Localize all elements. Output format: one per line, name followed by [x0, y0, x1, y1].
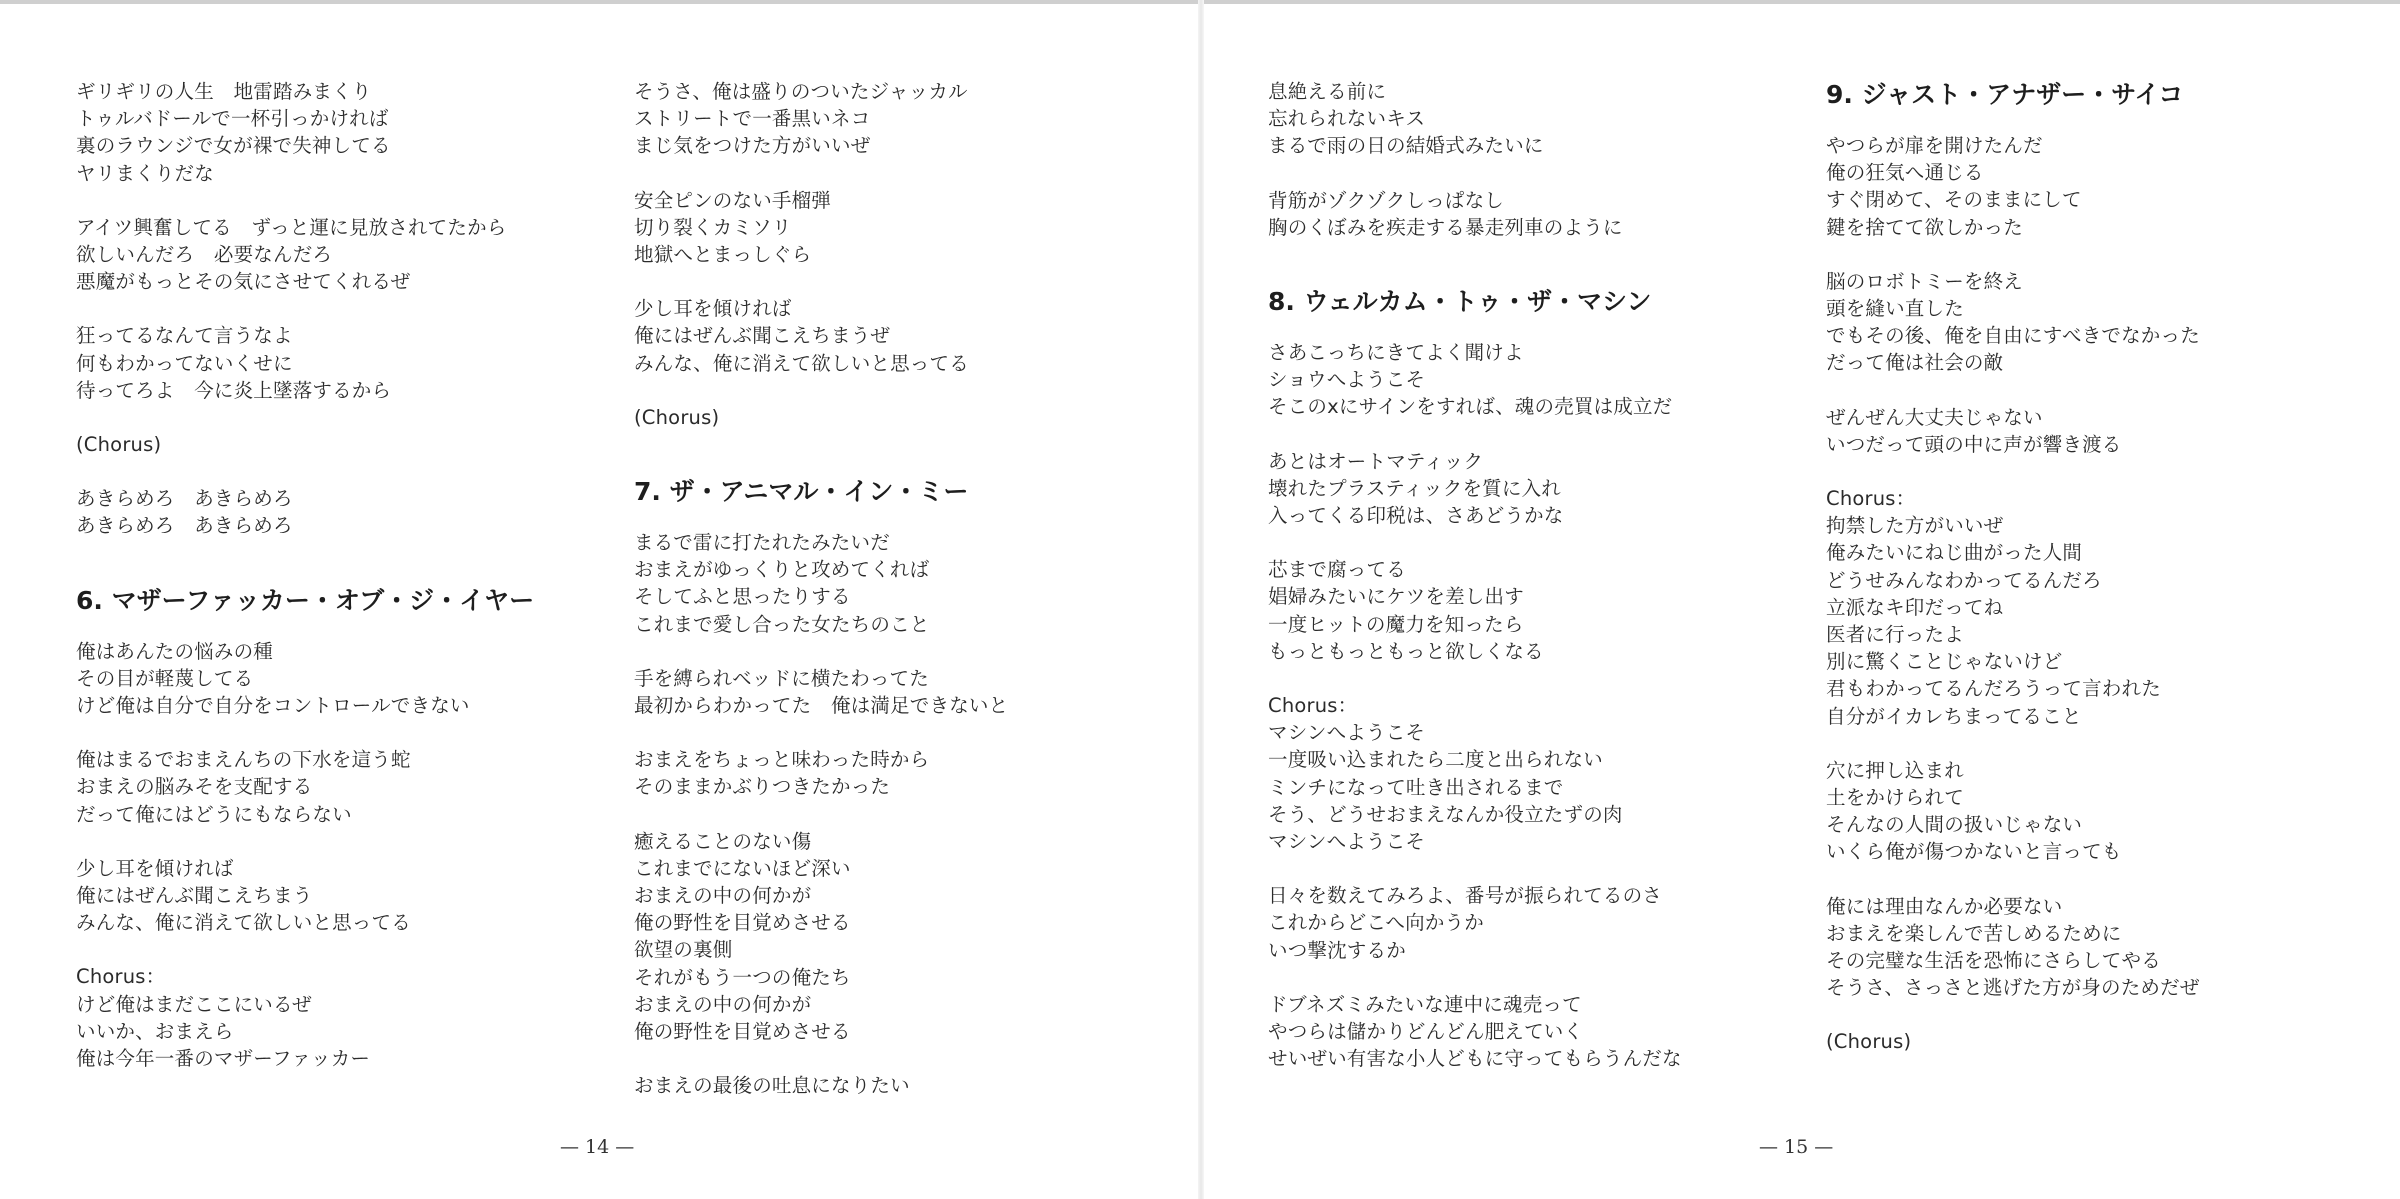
lyric-stanza: [634, 828, 1154, 1046]
lyric-line: 俺はあんたの悩みの種: [76, 639, 274, 663]
lyric-line: さあこっちにきてよく聞けよ: [1268, 341, 1524, 365]
lyric-line: 癒えることのない傷: [634, 829, 812, 853]
lyric-stanza: [1826, 1028, 2346, 1055]
lyric-line: みんな、俺に消えて欲しいと思ってる: [76, 911, 411, 935]
lyric-line: あとはオートマティック: [1268, 449, 1484, 473]
lyric-stanza: [76, 963, 596, 1072]
lyric-line: ドブネズミみたいな連中に魂売って: [1268, 992, 1582, 1016]
lyric-line: 俺には理由なんか必要ない: [1826, 894, 2063, 918]
lyric-line: おまえをちょっと味わった時から: [634, 748, 930, 772]
lyric-line: 日々を数えてみろよ、番号が振られてるのさ: [1268, 884, 1663, 908]
lyric-line: 忘れられないキス: [1268, 107, 1426, 131]
lyric-line: おまえがゆっくりと攻めてくれば: [634, 558, 930, 582]
lyric-line: 別に驚くことじゃないけど: [1826, 650, 2063, 674]
lyric-line: (Chorus): [634, 405, 720, 429]
lyric-line: いつだって頭の中に声が響き渡る: [1826, 432, 2122, 456]
lyric-line: 俺の野性を目覚めさせる: [634, 911, 851, 935]
lyric-line: ショウへようこそ: [1268, 368, 1426, 392]
page-number: — 14 —: [560, 1136, 635, 1158]
lyric-stanza: [76, 214, 596, 296]
lyric-line: 地獄へとまっしぐら: [634, 243, 812, 267]
column: [1268, 78, 1788, 1099]
lyric-line: Chorus：: [1826, 487, 1916, 511]
lyric-line: 自分がイカレちまってること: [1826, 704, 2082, 728]
page-number: — 15 —: [1759, 1136, 1834, 1158]
lyric-stanza: [634, 529, 1154, 638]
lyric-stanza: [1826, 404, 2346, 458]
lyric-stanza: [1826, 757, 2346, 866]
lyric-line: 欲望の裏側: [634, 938, 733, 962]
column: [634, 78, 1154, 1126]
lyric-line: 頭を縫い直した: [1826, 297, 1964, 321]
lyric-line: せいぜい有害な小人どもに守ってもらうんだな: [1268, 1047, 1682, 1071]
lyric-stanza: [1268, 882, 1788, 964]
lyric-line: 入ってくる印税は、さあどうかな: [1268, 504, 1564, 528]
lyric-line: これからどこへ向かうか: [1268, 911, 1484, 935]
lyric-line: 少し耳を傾ければ: [634, 297, 792, 321]
lyric-stanza: [634, 78, 1154, 160]
lyric-stanza: [76, 638, 596, 720]
lyric-line: おまえの中の何かが: [634, 884, 812, 908]
lyric-line: そのままかぶりつきたかった: [634, 775, 891, 799]
song-title: 6. マザーファッカー・オブ・ジ・イヤー: [76, 585, 535, 615]
lyric-line: Chorus：: [1268, 694, 1358, 718]
lyric-line: おまえを楽しんで苦しめるために: [1826, 921, 2122, 945]
lyric-line: まるで雷に打たれたみたいだ: [634, 531, 890, 555]
lyric-line: 欲しいんだろ 必要なんだろ: [76, 243, 333, 267]
lyric-stanza: [76, 746, 596, 828]
lyric-line: いつ撃沈するか: [1268, 938, 1406, 962]
lyric-line: ストリートで一番黒いネコ: [634, 107, 871, 131]
lyric-stanza: [1268, 692, 1788, 855]
lyric-line: トゥルバドールで一杯引っかければ: [76, 107, 389, 131]
lyric-line: いいか、おまえら: [76, 1019, 234, 1043]
lyric-line: 悪魔がもっとその気にさせてくれるぜ: [76, 270, 411, 294]
lyric-line: 狂ってるなんて言うなよ: [76, 324, 293, 348]
song-title: 8. ウェルカム・トゥ・ザ・マシン: [1268, 287, 1652, 317]
lyric-stanza: [1268, 556, 1788, 665]
lyric-line: あきらめろ あきらめろ: [76, 514, 293, 538]
lyric-line: (Chorus): [76, 433, 162, 457]
lyric-line: (Chorus): [1826, 1030, 1912, 1054]
lyric-stanza: [76, 431, 596, 458]
lyric-line: けど俺は自分で自分をコントロールできない: [76, 694, 470, 718]
lyric-line: いくら俺が傷つかないと言っても: [1826, 840, 2122, 864]
lyric-line: 一度ヒットの魔力を知ったら: [1268, 612, 1524, 636]
lyric-line: 娼婦みたいにケツを差し出す: [1268, 585, 1524, 609]
lyric-line: 土をかけられて: [1826, 786, 1964, 810]
lyric-stanza: [1268, 448, 1788, 530]
lyric-line: そう、どうせおまえなんか役立たずの肉: [1268, 802, 1623, 826]
lyric-line: 俺の野性を目覚めさせる: [634, 1020, 851, 1044]
lyric-line: 背筋がゾクゾクしっぱなし: [1268, 188, 1505, 212]
lyric-line: そうさ、さっさと逃げた方が身のためだぜ: [1826, 976, 2200, 1000]
lyric-line: あきらめろ あきらめろ: [76, 487, 293, 511]
lyric-line: そんなの人間の扱いじゃない: [1826, 813, 2083, 837]
lyric-line: ギリギリの人生 地雷踏みまくり: [76, 80, 372, 103]
lyric-stanza: [76, 322, 596, 404]
lyric-line: 俺にはぜんぶ聞こえちまうぜ: [634, 324, 891, 348]
lyric-stanza: [634, 295, 1154, 377]
lyric-stanza: [76, 485, 596, 539]
lyric-stanza: [634, 665, 1154, 719]
lyric-stanza: [634, 746, 1154, 800]
lyric-line: だって俺にはどうにもならない: [76, 802, 352, 826]
lyric-line: まじ気をつけた方がいいぜ: [634, 134, 871, 158]
lyric-line: アイツ興奮してる ずっと運に見放されてたから: [76, 215, 507, 239]
song-title: 7. ザ・アニマル・イン・ミー: [634, 477, 969, 507]
page-right: [1204, 0, 2400, 1199]
lyric-line: そこのxにサインをすれば、魂の売買は成立だ: [1268, 395, 1673, 419]
lyric-line: Chorus：: [76, 965, 166, 989]
lyric-line: 何もわかってないくせに: [76, 351, 293, 375]
lyric-line: 芯まで腐ってる: [1268, 558, 1406, 582]
lyric-line: 脳のロボトミーを終え: [1826, 269, 2024, 293]
lyric-line: その目が軽蔑してる: [76, 666, 254, 690]
lyric-stanza: [1826, 893, 2346, 1002]
lyric-line: おまえの中の何かが: [634, 992, 812, 1016]
lyric-line: 胸のくぼみを疾走する暴走列車のように: [1268, 215, 1623, 239]
lyric-line: やつらは儲かりどんどん肥えていく: [1268, 1020, 1584, 1044]
column: [76, 78, 596, 1099]
lyric-line: これまで愛し合った女たちのこと: [634, 612, 930, 636]
lyric-stanza: [1268, 78, 1788, 160]
lyric-stanza: [1268, 991, 1788, 1073]
lyric-line: マシンへようこそ: [1268, 830, 1426, 854]
lyric-line: 拘禁した方がいいぜ: [1826, 514, 2004, 538]
lyric-line: もっともっともっと欲しくなる: [1268, 639, 1544, 663]
lyric-line: それがもう一つの俺たち: [634, 965, 851, 989]
lyric-line: すぐ閉めて、そのままにして: [1826, 188, 2082, 212]
lyric-line: 待ってろよ 今に炎上墜落するから: [76, 378, 392, 402]
lyric-line: ぜんぜん大丈夫じゃない: [1826, 405, 2043, 429]
lyric-stanza: [634, 1072, 1154, 1099]
lyric-line: 鍵を捨てて欲しかった: [1826, 215, 2024, 239]
lyric-stanza: [1826, 485, 2346, 730]
lyric-line: 俺の狂気へ通じる: [1826, 161, 1984, 185]
lyric-line: 裏のラウンジで女が裸で失神してる: [76, 134, 391, 158]
lyric-line: どうせみんなわかってるんだろ: [1826, 568, 2102, 592]
lyric-line: やつらが扉を開けたんだ: [1826, 134, 2043, 157]
lyric-line: 息絶える前に: [1268, 80, 1387, 103]
lyric-line: まるで雨の日の結婚式みたいに: [1268, 134, 1544, 158]
page-left: [0, 0, 1198, 1199]
lyric-line: 少し耳を傾ければ: [76, 856, 234, 880]
lyric-line: 穴に押し込まれ: [1826, 758, 1964, 782]
song-title: 9. ジャスト・アナザー・サイコ: [1826, 80, 2184, 109]
lyric-stanza: [634, 404, 1154, 431]
lyric-line: 壊れたプラスティックを質に入れ: [1268, 476, 1561, 500]
lyric-line: 最初からわかってた 俺は満足できないと: [634, 694, 1009, 718]
lyric-line: 医者に行ったよ: [1826, 623, 1964, 647]
lyric-stanza: [76, 855, 596, 937]
lyric-line: 俺はまるでおまえんちの下水を這う蛇: [76, 748, 411, 772]
lyric-line: おまえの脳みそを支配する: [76, 775, 313, 799]
lyric-line: おまえの最後の吐息になりたい: [634, 1074, 910, 1098]
lyric-line: 俺は今年一番のマザーファッカー: [76, 1047, 371, 1071]
lyric-line: 安全ピンのない手榴弾: [634, 188, 832, 212]
lyric-line: だって俺は社会の敵: [1826, 351, 2004, 375]
lyric-line: けど俺はまだここにいるぜ: [76, 992, 312, 1016]
lyric-line: でもその後、俺を自由にすべきでなかった: [1826, 324, 2200, 348]
lyric-stanza: [1826, 132, 2346, 241]
lyric-stanza: [76, 78, 596, 187]
column: [1826, 78, 2346, 1083]
lyric-stanza: [634, 187, 1154, 269]
lyric-line: 切り裂くカミソリ: [634, 215, 792, 239]
lyric-line: 君もわかってるんだろうって言われた: [1826, 677, 2161, 701]
lyric-line: 俺にはぜんぶ聞こえちまう: [76, 884, 313, 908]
lyric-line: 一度吸い込まれたら二度と出られない: [1268, 748, 1603, 772]
lyric-line: ミンチになって吐き出されるまで: [1268, 775, 1564, 799]
lyric-stanza: [1268, 339, 1788, 421]
lyric-line: これまでにないほど深い: [634, 856, 851, 880]
lyric-line: その完璧な生活を恐怖にさらしてやる: [1826, 949, 2161, 973]
lyric-line: みんな、俺に消えて欲しいと思ってる: [634, 351, 969, 375]
lyric-line: そしてふと思ったりする: [634, 585, 851, 609]
lyric-line: 立派なキ印だってね: [1826, 595, 2004, 619]
lyric-line: 俺みたいにねじ曲がった人間: [1826, 541, 2083, 565]
lyric-stanza: [1826, 268, 2346, 377]
lyric-line: マシンへようこそ: [1268, 721, 1426, 745]
lyric-stanza: [1268, 187, 1788, 241]
lyric-line: そうさ、俺は盛りのついたジャッカル: [634, 80, 968, 103]
lyric-line: ヤリまくりだな: [76, 161, 214, 185]
lyric-line: 手を縛られベッドに横たわってた: [634, 666, 929, 690]
